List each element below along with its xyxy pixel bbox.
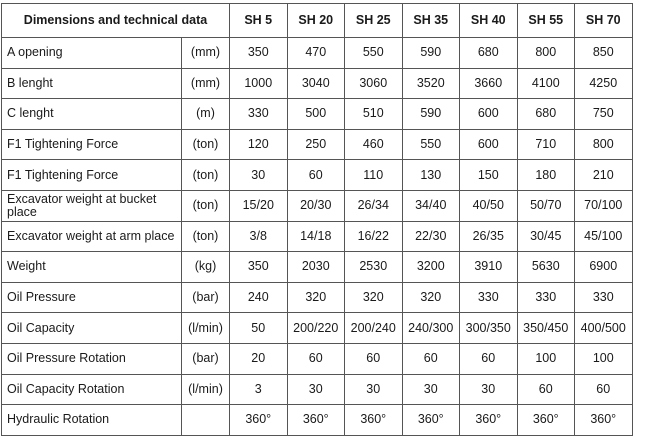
value-cell: 60 [517, 374, 575, 405]
value-cell: 850 [575, 38, 633, 69]
table-row [2, 252, 633, 283]
model-header: SH 25 [345, 4, 403, 38]
value-cell: 330 [230, 99, 288, 130]
header-row [2, 4, 633, 38]
value-cell: 3910 [460, 252, 518, 283]
value-cell: 3060 [345, 68, 403, 99]
row-unit: (m) [182, 99, 230, 130]
value-cell: 40/50 [460, 190, 518, 221]
value-cell: 4250 [575, 68, 633, 99]
row-label: Excavator weight at bucket place [2, 190, 182, 221]
value-cell: 360° [287, 405, 345, 436]
table-header [2, 4, 633, 38]
table-row [2, 38, 633, 69]
value-cell: 180 [517, 160, 575, 191]
value-cell: 60 [460, 343, 518, 374]
value-cell: 60 [402, 343, 460, 374]
value-cell: 100 [517, 343, 575, 374]
value-cell: 4100 [517, 68, 575, 99]
row-label: C lenght [2, 99, 182, 130]
value-cell: 240 [230, 282, 288, 313]
row-label: Oil Pressure [2, 282, 182, 313]
table-body [2, 38, 633, 436]
table-row [2, 129, 633, 160]
row-unit: (l/min) [182, 374, 230, 405]
value-cell: 800 [517, 38, 575, 69]
value-cell: 3660 [460, 68, 518, 99]
value-cell: 110 [345, 160, 403, 191]
value-cell: 590 [402, 38, 460, 69]
value-cell: 50/70 [517, 190, 575, 221]
table-row [2, 190, 633, 221]
value-cell: 120 [230, 129, 288, 160]
value-cell: 3040 [287, 68, 345, 99]
model-header: SH 40 [460, 4, 518, 38]
value-cell: 14/18 [287, 221, 345, 252]
value-cell: 3520 [402, 68, 460, 99]
value-cell: 680 [517, 99, 575, 130]
table-row [2, 99, 633, 130]
value-cell: 30 [287, 374, 345, 405]
value-cell: 130 [402, 160, 460, 191]
row-label: Oil Capacity [2, 313, 182, 344]
value-cell: 3 [230, 374, 288, 405]
value-cell: 50 [230, 313, 288, 344]
value-cell: 590 [402, 99, 460, 130]
value-cell: 710 [517, 129, 575, 160]
value-cell: 45/100 [575, 221, 633, 252]
row-label: B lenght [2, 68, 182, 99]
table-row [2, 160, 633, 191]
value-cell: 70/100 [575, 190, 633, 221]
value-cell: 15/20 [230, 190, 288, 221]
value-cell: 30/45 [517, 221, 575, 252]
value-cell: 550 [402, 129, 460, 160]
table-row [2, 282, 633, 313]
row-unit: (mm) [182, 38, 230, 69]
row-unit [182, 405, 230, 436]
table-row [2, 68, 633, 99]
value-cell: 750 [575, 99, 633, 130]
value-cell: 350 [230, 38, 288, 69]
value-cell: 100 [575, 343, 633, 374]
value-cell: 500 [287, 99, 345, 130]
value-cell: 34/40 [402, 190, 460, 221]
value-cell: 60 [287, 160, 345, 191]
row-label: F1 Tightening Force [2, 160, 182, 191]
value-cell: 330 [517, 282, 575, 313]
row-label: Hydraulic Rotation [2, 405, 182, 436]
value-cell: 470 [287, 38, 345, 69]
value-cell: 680 [460, 38, 518, 69]
value-cell: 550 [345, 38, 403, 69]
value-cell: 300/350 [460, 313, 518, 344]
value-cell: 800 [575, 129, 633, 160]
value-cell: 30 [402, 374, 460, 405]
row-unit: (l/min) [182, 313, 230, 344]
value-cell: 200/220 [287, 313, 345, 344]
model-header: SH 20 [287, 4, 345, 38]
value-cell: 320 [402, 282, 460, 313]
row-unit: (ton) [182, 221, 230, 252]
value-cell: 320 [345, 282, 403, 313]
value-cell: 22/30 [402, 221, 460, 252]
table-row [2, 405, 633, 436]
row-unit: (bar) [182, 282, 230, 313]
value-cell: 2530 [345, 252, 403, 283]
row-label: Weight [2, 252, 182, 283]
value-cell: 330 [460, 282, 518, 313]
value-cell: 150 [460, 160, 518, 191]
value-cell: 350/450 [517, 313, 575, 344]
row-unit: (kg) [182, 252, 230, 283]
value-cell: 360° [345, 405, 403, 436]
value-cell: 400/500 [575, 313, 633, 344]
row-label: F1 Tightening Force [2, 129, 182, 160]
table-row [2, 343, 633, 374]
value-cell: 26/35 [460, 221, 518, 252]
value-cell: 30 [345, 374, 403, 405]
value-cell: 360° [402, 405, 460, 436]
row-unit: (bar) [182, 343, 230, 374]
model-header: SH 70 [575, 4, 633, 38]
value-cell: 460 [345, 129, 403, 160]
table-row [2, 313, 633, 344]
value-cell: 60 [345, 343, 403, 374]
value-cell: 210 [575, 160, 633, 191]
value-cell: 360° [575, 405, 633, 436]
value-cell: 30 [230, 160, 288, 191]
value-cell: 6900 [575, 252, 633, 283]
row-unit: (mm) [182, 68, 230, 99]
value-cell: 510 [345, 99, 403, 130]
value-cell: 3200 [402, 252, 460, 283]
value-cell: 330 [575, 282, 633, 313]
value-cell: 2030 [287, 252, 345, 283]
value-cell: 200/240 [345, 313, 403, 344]
value-cell: 60 [575, 374, 633, 405]
value-cell: 360° [517, 405, 575, 436]
row-label: A opening [2, 38, 182, 69]
model-header: SH 35 [402, 4, 460, 38]
value-cell: 1000 [230, 68, 288, 99]
value-cell: 60 [287, 343, 345, 374]
table-row [2, 221, 633, 252]
row-label: Oil Capacity Rotation [2, 374, 182, 405]
value-cell: 350 [230, 252, 288, 283]
table-row [2, 374, 633, 405]
technical-data-table [1, 3, 633, 436]
value-cell: 360° [460, 405, 518, 436]
value-cell: 600 [460, 129, 518, 160]
row-label: Excavator weight at arm place [2, 221, 182, 252]
value-cell: 16/22 [345, 221, 403, 252]
row-label: Oil Pressure Rotation [2, 343, 182, 374]
value-cell: 360° [230, 405, 288, 436]
table-title: Dimensions and technical data [2, 4, 230, 38]
value-cell: 30 [460, 374, 518, 405]
value-cell: 20/30 [287, 190, 345, 221]
value-cell: 600 [460, 99, 518, 130]
value-cell: 320 [287, 282, 345, 313]
value-cell: 26/34 [345, 190, 403, 221]
model-header: SH 5 [230, 4, 288, 38]
value-cell: 3/8 [230, 221, 288, 252]
value-cell: 250 [287, 129, 345, 160]
row-unit: (ton) [182, 160, 230, 191]
value-cell: 240/300 [402, 313, 460, 344]
value-cell: 5630 [517, 252, 575, 283]
value-cell: 20 [230, 343, 288, 374]
row-unit: (ton) [182, 190, 230, 221]
model-header: SH 55 [517, 4, 575, 38]
row-unit: (ton) [182, 129, 230, 160]
